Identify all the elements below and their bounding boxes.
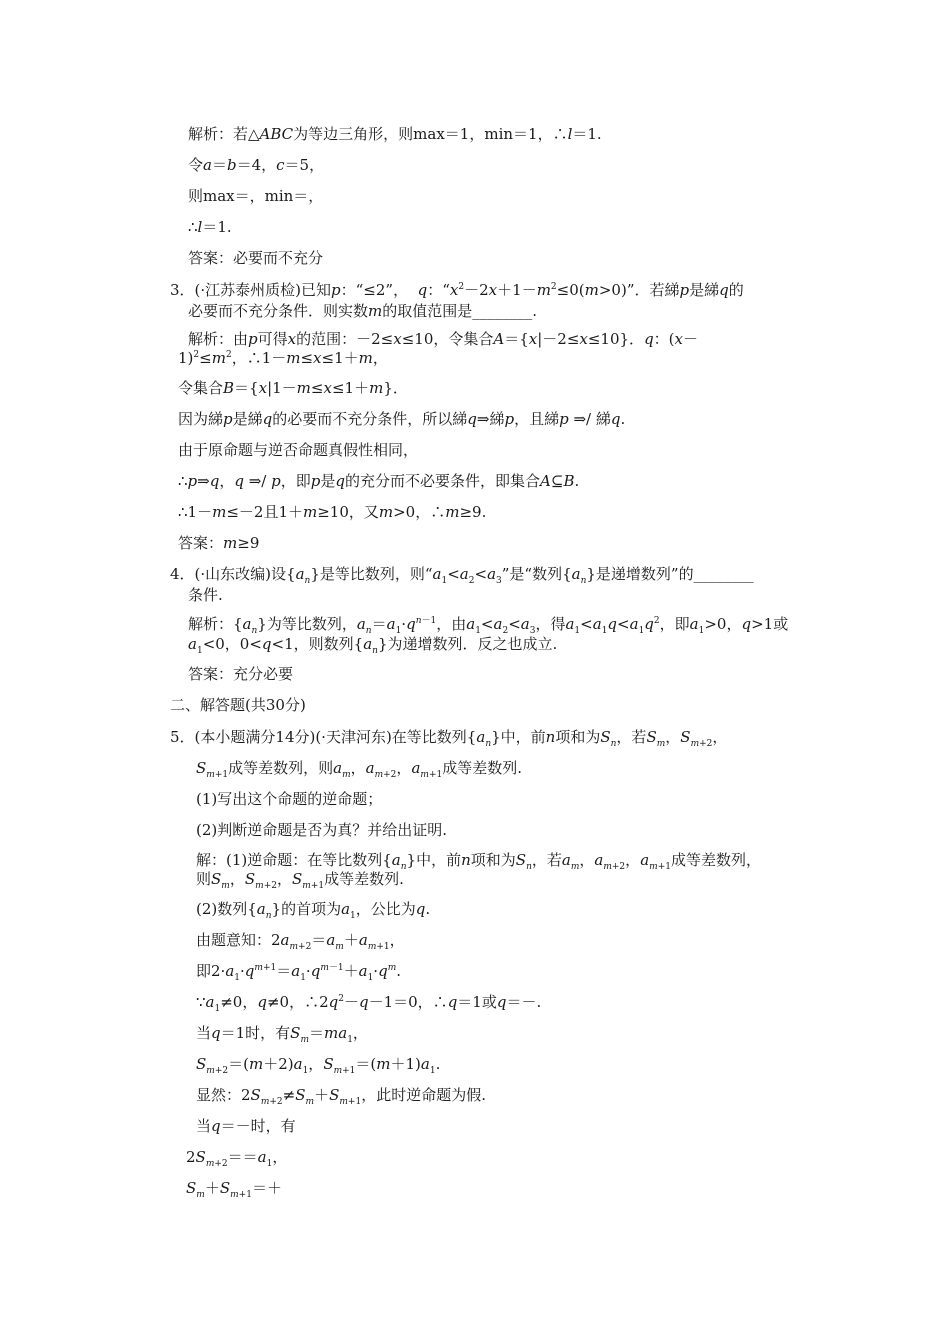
text-line: 令集合B＝{x|1－m≤x≤1＋m}． [178,379,408,397]
text-line: 即$2\cdot a_1\cdot q^{m+1}=a_1\cdot q^{m-1}+a_1\cdot q^m$. [196,962,402,983]
text-line: 因为綈p是綈q的必要而不充分条件，所以綈q⇒綈p，且綈p ⇒/ 綈q. [178,410,626,428]
text-line: ∴p⇒q，q ⇒/ p，即p是q的充分而不必要条件，即集合A⊆B. [178,472,580,490]
text-line: $2S_{m+2}==a_1$， [186,1148,288,1169]
text-line: $\because a_1\ne 0$，q≠0，$\therefore 2q^2-q-1=0$，∴q＝1或q＝－. [196,993,542,1014]
text-line: 解析：$\{a_n\}$为等比数列，$a_n=a_1\cdot q^{n-1}$，由$a_1<a_2<a_3$，得$a_1<a_1q<a_1q^2$，即$a_1>0$，q>1或 [188,615,789,636]
text-line: $1)^2\le m^2$，∴1－m≤x≤1＋m， [178,349,388,367]
text-line: 当q＝－时，有 [196,1117,296,1135]
text-line: 显然：$2S_{m+2}\ne S_m+S_{m+1}$，此时逆命题为假. [196,1086,486,1107]
text-line: 由于原命题与逆否命题真假性相同， [178,441,419,459]
text-line: 4．(·山东改编)设$\{a_n\}$是等比数列，则“$a_1<a_2<a_3$”是“数列$\{a_n\}$是递增数列”的________ [170,565,754,586]
text-line: 解：(1)逆命题：在等比数列$\{a_n\}$中，前n项和为$S_n$，若$a_m$，$a_{m+2}$，$a_{m+1}$成等差数列， [196,851,761,872]
text-line: 当q＝1时，有$S_m=ma_1$， [196,1024,368,1045]
text-line: 必要而不充分条件．则实数m的取值范围是________. [188,302,538,320]
text-line: 解析：若△ABC为等边三角形，则max＝1，min＝1，∴l＝1. [188,125,602,143]
text-line: ∴l＝1. [188,218,232,236]
text-line: 则$S_m$，$S_{m+2}$，$S_{m+1}$成等差数列. [196,870,404,891]
text-line: 答案：m≥9 [178,534,260,552]
text-line: (2)数列$\{a_n\}$的首项为$a_1$，公比为q. [196,900,431,921]
text-line: (1)写出这个命题的逆命题； [196,790,383,808]
text-line: ∴1－m≤－2且1＋m≥10，又m>0，∴m≥9. [178,503,487,521]
text-line: $S_{m+1}$成等差数列，则$a_m$，$a_{m+2}$，$a_{m+1}$成等差数列. [196,759,522,780]
text-line: 条件. [188,586,223,604]
text-line: 3．(·江苏泰州质检)已知p：“≤2”， q：“$x^2-2x+1-m^2\le 0(m>0)$”．若綈p是綈q的 [170,281,744,299]
text-line: 答案：充分必要 [188,665,294,683]
text-line: 二、解答题(共30分) [170,696,306,714]
text-line: 解析：由p可得x的范围：－2≤x≤10，令集合A＝{x|－2≤x≤10}．q：(x－ [188,330,699,348]
text-line: $S_{m+2}=(m+2)a_1$，$S_{m+1}=(m+1)a_1$. [196,1055,441,1076]
text-line: $a_1<0$，0<q<1，则数列$\{a_n\}$为递增数列．反之也成立. [188,635,558,656]
text-line: 则max＝，min＝， [188,187,324,205]
text-line: $S_m+S_{m+1}=+$ [186,1179,282,1200]
text-line: 5．(本小题满分14分)(·天津河东)在等比数列$\{a_n\}$中，前n项和为$S_n$，若$S_m$，$S_{m+2}$， [170,728,728,749]
text-line: (2)判断逆命题是否为真？并给出证明. [196,821,448,839]
text-line: 由题意知：$2a_{m+2}=a_m+a_{m+1}$， [196,931,405,952]
text-line: 答案：必要而不充分 [188,249,324,267]
text-line: 令a＝b＝4，c＝5， [188,156,325,174]
